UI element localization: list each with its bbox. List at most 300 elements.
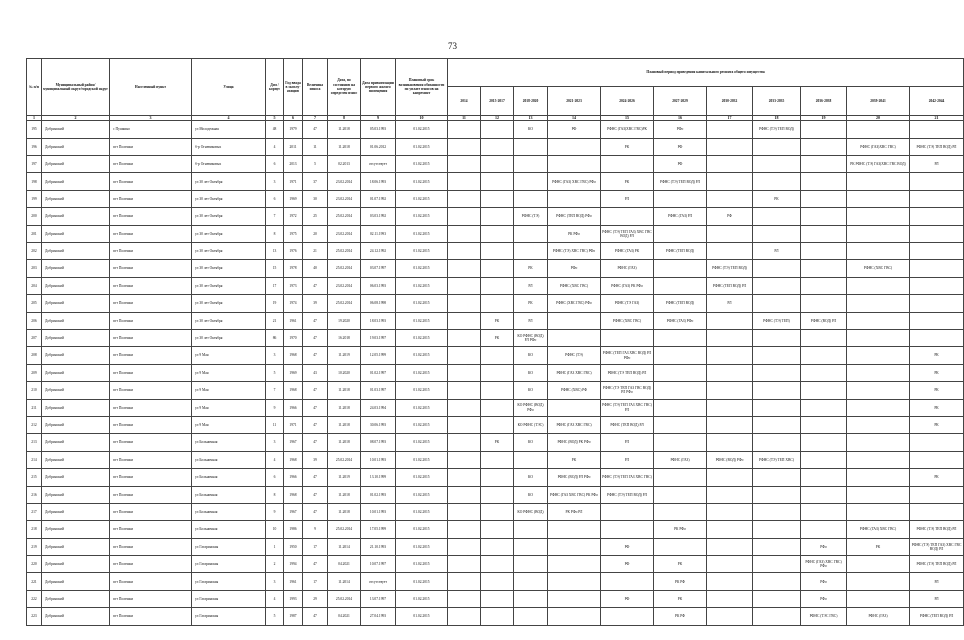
- period-cell: [753, 382, 801, 399]
- period-cell: [481, 121, 514, 138]
- district-cell: Добринский: [42, 312, 110, 329]
- period-cell: [514, 538, 548, 555]
- period-cell: РФНС (ГАЗ): [847, 608, 910, 625]
- period-cell: [707, 538, 753, 555]
- period-cell: РФНС (ТЭ) ТЕП ВОД): [753, 121, 801, 138]
- wear-date-cell: 25.02.2014: [328, 451, 361, 468]
- period-cell: РК: [910, 364, 964, 381]
- street-cell: ул Больничная: [192, 503, 266, 520]
- capital-repair-table: [26, 58, 964, 626]
- header-period: 2024-2026: [601, 87, 654, 116]
- settlement-cell: пгт Полешки: [110, 208, 192, 225]
- period-cell: [801, 347, 847, 364]
- house-cell: 21: [266, 312, 284, 329]
- period-cell: РФНС (ГАЗ)ХВС ГВС)РК: [601, 121, 654, 138]
- due-date-cell: 01.02.2015: [396, 451, 448, 468]
- table-row: [27, 521, 964, 538]
- period-cell: [448, 434, 481, 451]
- period-cell: РФо: [548, 260, 601, 277]
- period-cell: РФНС (ГАЗ) РФо: [654, 312, 707, 329]
- settlement-cell: пгт Полешки: [110, 138, 192, 155]
- privatization-date-cell: 05.03.1993: [361, 121, 396, 138]
- row-number: 204: [27, 277, 42, 294]
- page-number: 73: [448, 41, 457, 51]
- table-row: [27, 573, 964, 590]
- period-cell: [707, 364, 753, 381]
- wear-date-cell: 11.2018: [328, 434, 361, 451]
- period-cell: [753, 225, 801, 242]
- period-cell: [514, 590, 548, 607]
- privatization-date-cell: 12.05.1999: [361, 347, 396, 364]
- period-cell: [707, 243, 753, 260]
- wear-cell: 17: [303, 538, 328, 555]
- due-date-cell: 01.02.2015: [396, 486, 448, 503]
- table-row: [27, 608, 964, 625]
- column-number: 14: [548, 116, 601, 121]
- house-cell: 3: [266, 173, 284, 190]
- period-cell: [847, 173, 910, 190]
- row-number: 216: [27, 486, 42, 503]
- period-cell: РФо: [801, 573, 847, 590]
- privatization-date-cell: 02.11.1993: [361, 225, 396, 242]
- period-cell: [753, 521, 801, 538]
- house-cell: 10: [266, 521, 284, 538]
- period-cell: [910, 312, 964, 329]
- period-cell: [448, 277, 481, 294]
- period-cell: РФ: [601, 556, 654, 573]
- settlement-cell: пгт Полешки: [110, 573, 192, 590]
- table-row: [27, 486, 964, 503]
- privatization-date-cell: 10.01.1993: [361, 503, 396, 520]
- year-cell: 1969: [284, 364, 303, 381]
- period-cell: РЛ: [753, 243, 801, 260]
- header-period: 2039-2041: [847, 87, 910, 116]
- privatization-date-cell: 01.02.1997: [361, 364, 396, 381]
- period-cell: [847, 382, 910, 399]
- settlement-cell: с Пушкино: [110, 121, 192, 138]
- period-cell: РФНС (ТЕП ВОД): [654, 243, 707, 260]
- table-row: [27, 556, 964, 573]
- district-cell: Добринский: [42, 590, 110, 607]
- period-cell: [654, 486, 707, 503]
- due-date-cell: 01.02.2015: [396, 347, 448, 364]
- period-cell: [753, 329, 801, 346]
- table-row: [27, 208, 964, 225]
- period-cell: [448, 608, 481, 625]
- period-cell: РФНС (ХВС ГВС): [847, 260, 910, 277]
- year-cell: 2011: [284, 138, 303, 155]
- district-cell: Добринский: [42, 295, 110, 312]
- house-cell: 6: [266, 156, 284, 173]
- period-cell: РК: [910, 469, 964, 486]
- privatization-date-cell: 13.07.1997: [361, 590, 396, 607]
- wear-date-cell: 16.2018: [328, 329, 361, 346]
- period-cell: [847, 364, 910, 381]
- street-cell: б-р Огневиковых: [192, 138, 266, 155]
- due-date-cell: 01.02.2015: [396, 382, 448, 399]
- settlement-cell: пгт Полешки: [110, 225, 192, 242]
- period-cell: РК: [654, 590, 707, 607]
- period-cell: [548, 608, 601, 625]
- table-row: [27, 156, 964, 173]
- period-cell: РФ: [548, 121, 601, 138]
- period-cell: [753, 590, 801, 607]
- wear-cell: 47: [303, 277, 328, 294]
- wear-cell: 20: [303, 225, 328, 242]
- privatization-date-cell: 06.08.1998: [361, 295, 396, 312]
- period-cell: [801, 121, 847, 138]
- period-cell: [847, 486, 910, 503]
- period-cell: РЛ: [910, 573, 964, 590]
- row-number: 208: [27, 347, 42, 364]
- year-cell: 1969: [284, 190, 303, 207]
- wear-cell: 47: [303, 608, 328, 625]
- period-cell: [448, 399, 481, 416]
- row-number: 220: [27, 556, 42, 573]
- due-date-cell: 01.02.2015: [396, 138, 448, 155]
- period-cell: РК: [910, 347, 964, 364]
- district-cell: Добринский: [42, 329, 110, 346]
- header-period: 2014: [448, 87, 481, 116]
- settlement-cell: пгт Полешки: [110, 469, 192, 486]
- due-date-cell: 01.02.2015: [396, 190, 448, 207]
- period-cell: КО: [514, 364, 548, 381]
- period-cell: РК: [601, 138, 654, 155]
- due-date-cell: 01.02.2015: [396, 434, 448, 451]
- period-cell: РФНС (ТЭ) ТЕП ГАЗ ХВС ГВС): [601, 469, 654, 486]
- district-cell: Добринский: [42, 277, 110, 294]
- privatization-date-cell: 17.05.1999: [361, 521, 396, 538]
- period-cell: [481, 486, 514, 503]
- period-cell: РФНС (ТЭ ТЕП ВОД) РЛ: [601, 364, 654, 381]
- due-date-cell: 01.02.2015: [396, 538, 448, 555]
- row-number: 221: [27, 573, 42, 590]
- privatization-date-cell: отсутствует: [361, 573, 396, 590]
- period-cell: РФ: [654, 138, 707, 155]
- period-cell: [548, 329, 601, 346]
- period-cell: [801, 138, 847, 155]
- period-cell: [753, 138, 801, 155]
- period-cell: [601, 329, 654, 346]
- period-cell: РФНС (ТЭ) ТЕП ВОД) РЛ: [654, 173, 707, 190]
- table-row: [27, 243, 964, 260]
- period-cell: [707, 590, 753, 607]
- settlement-cell: пгт Полешки: [110, 173, 192, 190]
- street-cell: ул 30 лет Октября: [192, 312, 266, 329]
- period-cell: КО РФНС (ВОД): [514, 503, 548, 520]
- period-cell: РФ: [601, 538, 654, 555]
- period-cell: [801, 329, 847, 346]
- wear-date-cell: 11.2018: [328, 503, 361, 520]
- period-cell: РК: [601, 173, 654, 190]
- wear-date-cell: 25.02.2014: [328, 260, 361, 277]
- street-cell: ул Молодежная: [192, 121, 266, 138]
- period-cell: [753, 538, 801, 555]
- year-cell: 1968: [284, 451, 303, 468]
- house-cell: 2: [266, 556, 284, 573]
- period-cell: [753, 364, 801, 381]
- wear-cell: 47: [303, 347, 328, 364]
- year-cell: 1967: [284, 434, 303, 451]
- period-cell: [910, 503, 964, 520]
- period-cell: РФНС (ГАЗ) РК РФо: [601, 277, 654, 294]
- period-cell: [753, 208, 801, 225]
- row-number: 214: [27, 451, 42, 468]
- due-date-cell: 01.02.2015: [396, 121, 448, 138]
- table-row: [27, 277, 964, 294]
- period-cell: РК: [910, 416, 964, 433]
- street-cell: ул Гагаринская: [192, 590, 266, 607]
- period-cell: РК: [847, 538, 910, 555]
- period-cell: [601, 573, 654, 590]
- year-cell: 1986: [284, 521, 303, 538]
- period-cell: [448, 573, 481, 590]
- settlement-cell: пгт Полешки: [110, 382, 192, 399]
- district-cell: Добринский: [42, 503, 110, 520]
- due-date-cell: 01.02.2015: [396, 277, 448, 294]
- column-number: 16: [654, 116, 707, 121]
- period-cell: [910, 190, 964, 207]
- settlement-cell: пгт Полешки: [110, 416, 192, 433]
- period-cell: РК РФо: [548, 225, 601, 242]
- row-number: 198: [27, 173, 42, 190]
- period-cell: [481, 295, 514, 312]
- wear-cell: 11: [303, 138, 328, 155]
- period-cell: КО РФНС (ВОД) РЛ РФо: [514, 329, 548, 346]
- wear-cell: 5: [303, 156, 328, 173]
- period-cell: [481, 208, 514, 225]
- wear-date-cell: 11.2014: [328, 538, 361, 555]
- period-cell: [481, 243, 514, 260]
- period-cell: РФНС (ТЭ) ТЕП ВОД) РЛ: [910, 521, 964, 538]
- settlement-cell: пгт Полешки: [110, 486, 192, 503]
- house-cell: 48: [266, 121, 284, 138]
- header-num: № п/п: [27, 59, 42, 116]
- wear-cell: 43: [303, 364, 328, 381]
- period-cell: [601, 208, 654, 225]
- settlement-cell: пгт Полешки: [110, 399, 192, 416]
- period-cell: РК РФо: [654, 521, 707, 538]
- privatization-date-cell: 21.10.1993: [361, 538, 396, 555]
- street-cell: ул Гагаринская: [192, 556, 266, 573]
- period-cell: [847, 416, 910, 433]
- period-cell: [910, 225, 964, 242]
- street-cell: ул 9 Мая: [192, 416, 266, 433]
- period-cell: РК: [654, 556, 707, 573]
- period-cell: [753, 173, 801, 190]
- district-cell: Добринский: [42, 208, 110, 225]
- due-date-cell: 01.02.2015: [396, 208, 448, 225]
- table-row: [27, 469, 964, 486]
- district-cell: Добринский: [42, 399, 110, 416]
- wear-date-cell: 11.2018: [328, 416, 361, 433]
- period-cell: РФо: [801, 538, 847, 555]
- district-cell: Добринский: [42, 573, 110, 590]
- street-cell: ул 30 лет Октября: [192, 260, 266, 277]
- wear-date-cell: 11.2018: [328, 382, 361, 399]
- period-cell: РФНС (ГАЗ): [654, 451, 707, 468]
- period-cell: [654, 382, 707, 399]
- period-cell: [548, 156, 601, 173]
- privatization-date-cell: 10.01.1993: [361, 451, 396, 468]
- wear-date-cell: 23.02.2014: [328, 277, 361, 294]
- period-cell: [548, 590, 601, 607]
- wear-cell: 37: [303, 173, 328, 190]
- due-date-cell: 01.02.2015: [396, 295, 448, 312]
- period-cell: [481, 573, 514, 590]
- period-cell: РК: [481, 434, 514, 451]
- period-cell: РФНС (ТЕП ВОД) РЛ: [910, 608, 964, 625]
- wear-cell: 47: [303, 434, 328, 451]
- period-cell: [448, 156, 481, 173]
- period-cell: РК: [514, 260, 548, 277]
- period-cell: РФНС (ГАЗ) РЛ: [654, 208, 707, 225]
- column-number: 21: [910, 116, 964, 121]
- settlement-cell: пгт Полешки: [110, 590, 192, 607]
- period-cell: [847, 347, 910, 364]
- period-cell: [801, 243, 847, 260]
- period-cell: [514, 608, 548, 625]
- due-date-cell: 01.02.2015: [396, 503, 448, 520]
- period-cell: РК РФ: [654, 573, 707, 590]
- period-cell: [801, 190, 847, 207]
- district-cell: Добринский: [42, 364, 110, 381]
- year-cell: 1966: [284, 469, 303, 486]
- period-cell: [448, 486, 481, 503]
- period-cell: [801, 364, 847, 381]
- period-cell: [801, 225, 847, 242]
- period-cell: [753, 156, 801, 173]
- period-cell: [601, 521, 654, 538]
- period-cell: [753, 347, 801, 364]
- settlement-cell: пгт Полешки: [110, 260, 192, 277]
- privatization-date-cell: 01.02.1993: [361, 486, 396, 503]
- period-cell: [910, 121, 964, 138]
- period-cell: [548, 556, 601, 573]
- year-cell: 1987: [284, 608, 303, 625]
- house-cell: 3: [266, 434, 284, 451]
- privatization-date-cell: 24.12.1992: [361, 243, 396, 260]
- period-cell: РЛ: [601, 434, 654, 451]
- privatization-date-cell: отсутствует: [361, 156, 396, 173]
- period-cell: [481, 173, 514, 190]
- wear-date-cell: 11.2019: [328, 469, 361, 486]
- period-cell: РФНС (ТЭ) ТЕП ХВС): [753, 451, 801, 468]
- settlement-cell: пгт Полешки: [110, 312, 192, 329]
- period-cell: РЛ: [601, 451, 654, 468]
- row-number: 211: [27, 399, 42, 416]
- privatization-date-cell: 01.06.2012: [361, 138, 396, 155]
- wear-cell: 47: [303, 329, 328, 346]
- period-cell: [910, 277, 964, 294]
- settlement-cell: пгт Полешки: [110, 521, 192, 538]
- street-cell: ул Больничная: [192, 486, 266, 503]
- period-cell: [654, 329, 707, 346]
- row-number: 218: [27, 521, 42, 538]
- due-date-cell: 01.02.2015: [396, 225, 448, 242]
- year-cell: 1971: [284, 416, 303, 433]
- period-cell: [548, 190, 601, 207]
- row-number: 206: [27, 312, 42, 329]
- period-cell: [514, 451, 548, 468]
- period-cell: [654, 469, 707, 486]
- wear-date-cell: 04.2021: [328, 608, 361, 625]
- period-cell: [707, 486, 753, 503]
- street-cell: б-р Огневиковых: [192, 156, 266, 173]
- header-period: 2015-2017: [481, 87, 514, 116]
- period-cell: [481, 451, 514, 468]
- period-cell: [847, 295, 910, 312]
- column-number: 2: [42, 116, 110, 121]
- house-cell: 7: [266, 208, 284, 225]
- period-cell: РФНС (ГАЗ ХВС ГВС) РК РФо: [548, 486, 601, 503]
- period-cell: [801, 521, 847, 538]
- period-cell: [514, 190, 548, 207]
- due-date-cell: 01.02.2015: [396, 364, 448, 381]
- row-number: 207: [27, 329, 42, 346]
- period-cell: КО: [514, 434, 548, 451]
- period-cell: [548, 138, 601, 155]
- period-cell: [601, 608, 654, 625]
- period-cell: [448, 538, 481, 555]
- wear-cell: 25: [303, 208, 328, 225]
- period-cell: РФНС (ТЕП ВОД) РЛ: [601, 416, 654, 433]
- column-number: 7: [303, 116, 328, 121]
- year-cell: 1993: [284, 590, 303, 607]
- period-cell: [847, 399, 910, 416]
- period-cell: [707, 312, 753, 329]
- period-cell: [448, 260, 481, 277]
- street-cell: ул Гагаринская: [192, 608, 266, 625]
- due-date-cell: 01.02.2015: [396, 399, 448, 416]
- column-number: 1: [27, 116, 42, 121]
- period-cell: [707, 329, 753, 346]
- table-row: [27, 364, 964, 381]
- wear-cell: 47: [303, 312, 328, 329]
- header-period: 2042-2044: [910, 87, 964, 116]
- period-cell: [514, 243, 548, 260]
- wear-date-cell: 11.2018: [328, 138, 361, 155]
- row-number: 209: [27, 364, 42, 381]
- period-cell: [847, 590, 910, 607]
- wear-cell: 47: [303, 399, 328, 416]
- period-cell: РФо: [654, 121, 707, 138]
- period-cell: РК РФо РЛ: [548, 503, 601, 520]
- period-cell: РФНС (ХВС ГВС): [548, 277, 601, 294]
- table-row: [27, 590, 964, 607]
- period-cell: [910, 434, 964, 451]
- year-cell: 1970: [284, 329, 303, 346]
- period-cell: [753, 260, 801, 277]
- settlement-cell: пгт Полешки: [110, 434, 192, 451]
- period-cell: [801, 156, 847, 173]
- period-cell: [654, 347, 707, 364]
- column-number: 20: [847, 116, 910, 121]
- period-cell: [707, 190, 753, 207]
- header-period: 2036-2038: [801, 87, 847, 116]
- wear-cell: 47: [303, 486, 328, 503]
- settlement-cell: пгт Полешки: [110, 503, 192, 520]
- table-row: [27, 503, 964, 520]
- year-cell: 1966: [284, 399, 303, 416]
- header-period-title: Плановый период проведения капитального ремонта общего имущества: [448, 59, 964, 87]
- period-cell: РФо: [801, 590, 847, 607]
- street-cell: ул Больничная: [192, 521, 266, 538]
- period-cell: [448, 295, 481, 312]
- period-cell: [514, 173, 548, 190]
- period-cell: [548, 538, 601, 555]
- privatization-date-cell: 03.07.1997: [361, 260, 396, 277]
